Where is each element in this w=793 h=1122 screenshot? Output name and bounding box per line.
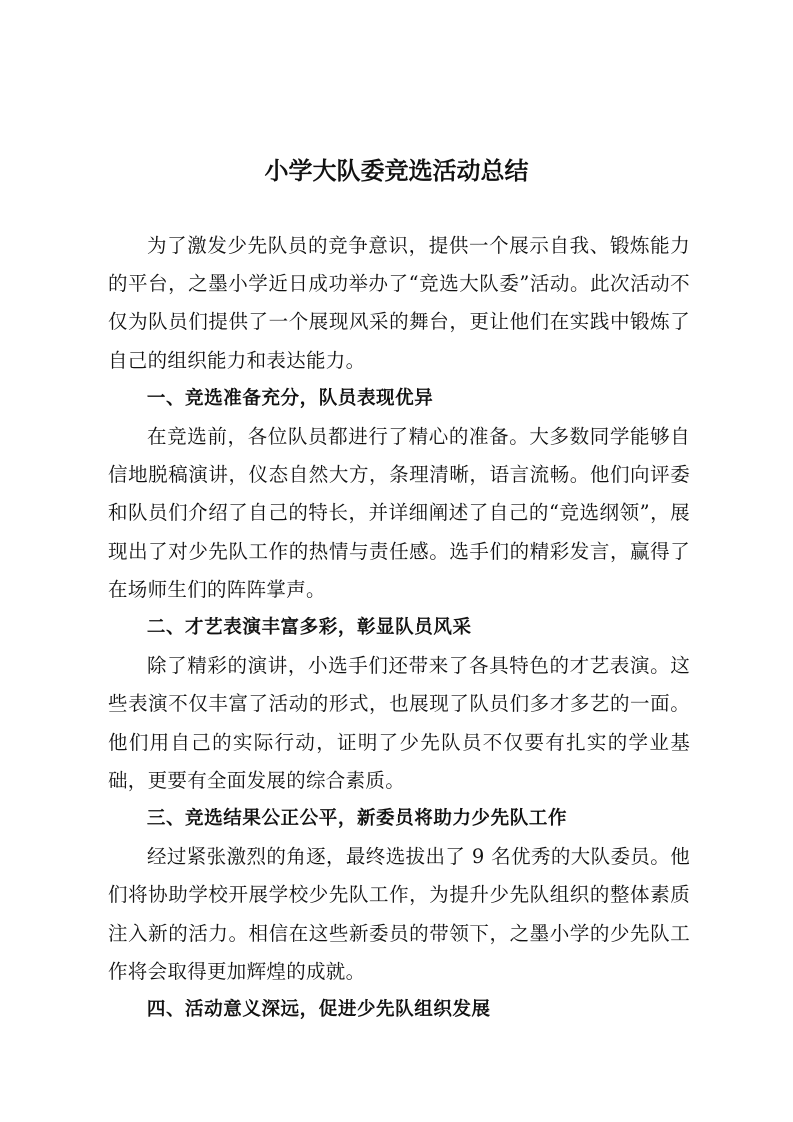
- section-heading-4: 四、活动意义深远，促进少先队组织发展: [146, 999, 491, 1021]
- section-body-2: 除了精彩的演讲，小选手们还带来了各具特色的才艺表演。这些表演不仅丰富了活动的形式，也展现了队员们多才多艺的一面。他们用自己的实际行动，证明了少先队员不仅要有扎实的学业基础，更要有全面发展的综合素质。: [108, 654, 690, 792]
- intro-paragraph: 为了激发少先队员的竞争意识，提供一个展示自我、锻炼能力的平台，之墨小学近日成功举办了“竞选大队委”活动。此次活动不仅为队员们提供了一个展现风采的舞台，更让他们在实践中锻炼了自己的组织能力和表达能力。: [108, 234, 690, 372]
- document-title: 小学大队委竞选活动总结: [264, 157, 529, 185]
- section-heading-2: 二、才艺表演丰富多彩，彰显队员风采: [146, 617, 472, 639]
- document-body: [108, 227, 690, 1029]
- section-heading-3: 三、竞选结果公正公平，新委员将助力少先队工作: [146, 808, 568, 830]
- section-body-1: 在竞选前，各位队员都进行了精心的准备。大多数同学能够自信地脱稿演讲，仪态自然大方，条理清晰，语言流畅。他们向评委和队员们介绍了自己的特长，并详细阐述了自己的“竞选纲领”，展现出了对少先队工作的热情与责任感。选手们的精彩发言，赢得了在场师生们的阵阵掌声。: [108, 425, 690, 601]
- section-heading-1: 一、竞选准备充分，队员表现优异: [146, 387, 434, 409]
- section-body-3: 经过紧张激烈的角逐，最终选拔出了 9 名优秀的大队委员。他们将协助学校开展学校少先队工作，为提升少先队组织的整体素质注入新的活力。相信在这些新委员的带领下，之墨小学的少先队工作将会取得更加辉煌的成就。: [108, 845, 690, 983]
